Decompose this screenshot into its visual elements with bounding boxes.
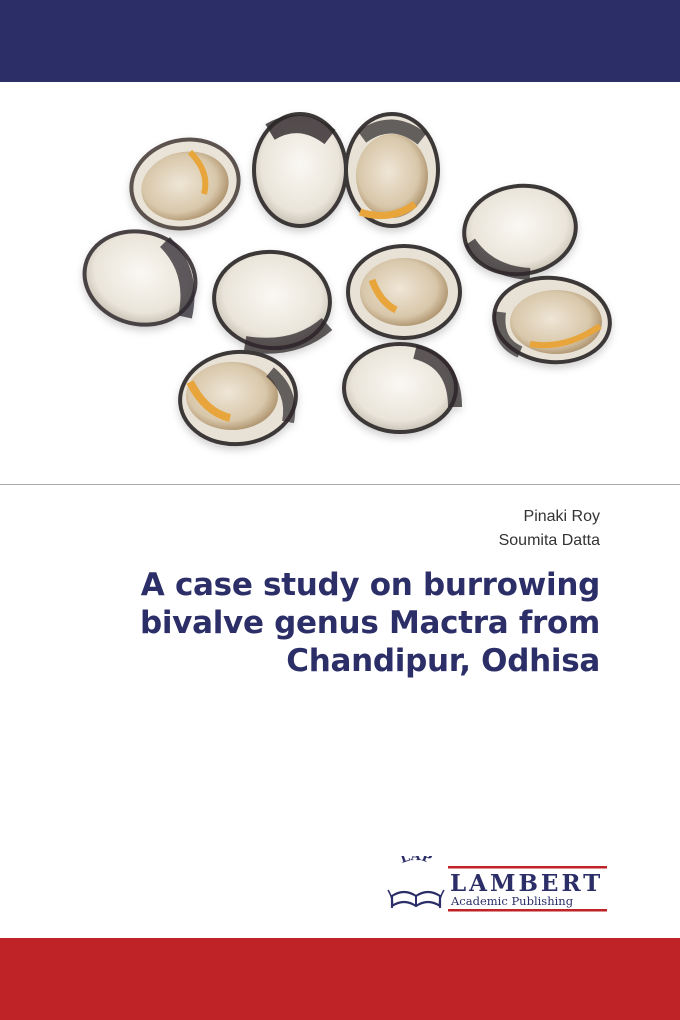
- title-line: A case study on burrowing: [140, 567, 600, 603]
- clam-shell: [176, 246, 335, 450]
- cover-photo: [0, 82, 680, 484]
- publisher-tagline: Academic Publishing: [451, 894, 574, 908]
- author-list: [499, 505, 600, 553]
- lap-letters: LAP: [398, 856, 434, 867]
- clam-shell: [254, 114, 438, 226]
- author-name: Soumita Datta: [498, 532, 600, 549]
- title-line: bivalve genus Mactra from: [139, 605, 600, 641]
- clam-shell: [458, 179, 614, 368]
- author-name: Pinaki Roy: [523, 508, 600, 525]
- title-line: Chandipur, Odhisa: [286, 643, 600, 679]
- divider-line: [0, 484, 680, 485]
- top-color-band: [0, 0, 680, 82]
- book-icon: [388, 856, 444, 908]
- publisher-name: LAMBERT: [450, 870, 604, 897]
- bottom-color-band: [0, 938, 680, 1020]
- publisher-logo: [386, 856, 611, 914]
- clam-shell: [344, 246, 460, 432]
- book-title: [40, 566, 600, 680]
